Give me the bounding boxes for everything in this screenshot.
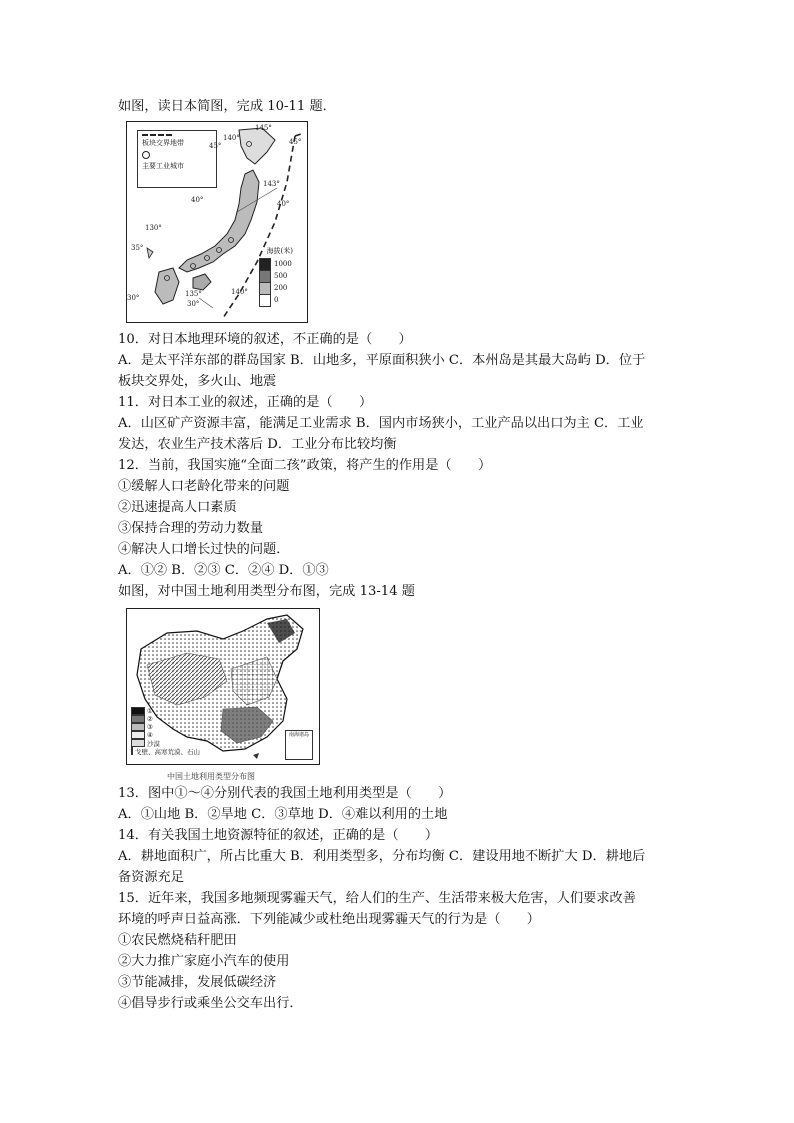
q15-item: ④倡导步行或乘坐公交车出行． <box>118 996 303 1011</box>
legend-boundary-label: 板块交界地带 <box>142 139 184 147</box>
legend-label: 戈壁、高寒荒漠、石山 <box>135 747 200 756</box>
q15-item: ②大力推广家庭小汽车的使用 <box>118 954 290 969</box>
q13-stem: 13．图中①～④分别代表的我国土地利用类型是（ ） <box>118 786 452 801</box>
japan-legend <box>137 130 217 188</box>
legend-label: ① <box>147 707 153 715</box>
q15-stem-cont: 环境的呼声日益高涨．下列能减少或杜绝出现雾霾天气的行为是（ ） <box>118 912 540 927</box>
coord-label: 35° <box>131 244 144 252</box>
q10-options-cont: 板块交界处，多火山、地震 <box>118 374 277 389</box>
q12-stem: 12．当前，我国实施“全面二孩”政策，将产生的作用是（ ） <box>118 458 492 473</box>
coord-label: 40° <box>191 196 204 204</box>
altitude-title: 海拔(米) <box>266 247 293 255</box>
altitude-level: 500 <box>274 272 288 280</box>
coord-label: 140° <box>231 288 248 296</box>
q14-options: A．耕地面积广，所占比重大 B．利用类型多，分布均衡 C．建设用地不断扩大 D．耕地后 <box>118 849 646 864</box>
q12-item: ④解决人口增长过快的问题． <box>118 542 290 557</box>
legend-label: 沙漠 <box>147 739 160 748</box>
coord-label: 135° <box>185 290 202 298</box>
q15-stem: 15．近年来，我国多地频现雾霾天气，给人们的生产、生活带来极大危害，人们要求改善 <box>118 891 636 906</box>
q12-options: A．①② B．②③ C．②④ D．①③ <box>118 563 329 578</box>
legend-label: ② <box>147 715 153 723</box>
q12-item: ②迅速提高人口素质 <box>118 500 237 515</box>
south-china-sea-inset <box>285 730 313 760</box>
coord-label: 145° <box>255 124 272 132</box>
coord-label: 30° <box>127 294 140 302</box>
china-legend <box>131 707 200 756</box>
q15-item: ①农民燃烧秸秆肥田 <box>118 933 237 948</box>
china-map-caption: 中国土地利用类型分布图 <box>167 772 255 781</box>
intro-japan: 如图，读日本简图，完成 10-11 题． <box>118 99 336 114</box>
altitude-level: 0 <box>274 296 279 304</box>
legend-city-label: 主要工业城市 <box>142 162 184 170</box>
q14-options-cont: 备资源充足 <box>118 870 184 885</box>
q13-options: A．①山地 B．②旱地 C．③草地 D．④难以利用的土地 <box>118 807 448 822</box>
inset-label: 南海诸岛 <box>288 732 309 738</box>
coord-label: 30° <box>187 300 200 308</box>
coord-label: 45° <box>209 142 222 150</box>
coord-label: 45° <box>289 138 302 146</box>
legend-label: ③ <box>147 723 153 731</box>
altitude-level: 1000 <box>274 260 292 268</box>
coord-label: 130° <box>145 224 162 232</box>
q11-options: A．山区矿产资源丰富，能满足工业需求 B．国内市场狭小，工业产品以出口为主 C．工业 <box>118 416 644 431</box>
japan-map-figure <box>126 121 308 323</box>
q12-item: ③保持合理的劳动力数量 <box>118 521 264 536</box>
exam-page <box>118 96 678 1014</box>
altitude-level: 200 <box>274 284 288 292</box>
altitude-scale <box>259 258 299 306</box>
dashed-line-icon <box>142 134 172 136</box>
q11-options-cont: 发达，农业生产技术落后 D．工业分布比较均衡 <box>118 437 397 452</box>
q10-options: A．是太平洋东部的群岛国家 B．山地多，平原面积狭小 C．本州岛是其最大岛屿 D．位于 <box>118 353 646 368</box>
coord-label: 143° <box>263 180 280 188</box>
q12-item: ①缓解人口老龄化带来的问题 <box>118 479 290 494</box>
q10-stem: 10．对日本地理环境的叙述，不正确的是（ ） <box>118 332 412 347</box>
city-circle-icon <box>142 151 150 159</box>
intro-china: 如图，对中国土地利用类型分布图，完成 13-14 题 <box>118 584 415 599</box>
coord-label: 140° <box>223 134 240 142</box>
china-map-figure <box>126 608 320 781</box>
q15-item: ③节能减排，发展低碳经济 <box>118 975 277 990</box>
coord-label: 40° <box>277 200 290 208</box>
q11-stem: 11．对日本工业的叙述，正确的是（ ） <box>118 395 373 410</box>
q14-stem: 14．有关我国土地资源特征的叙述，正确的是（ ） <box>118 828 439 843</box>
legend-label: ④ <box>147 731 153 739</box>
